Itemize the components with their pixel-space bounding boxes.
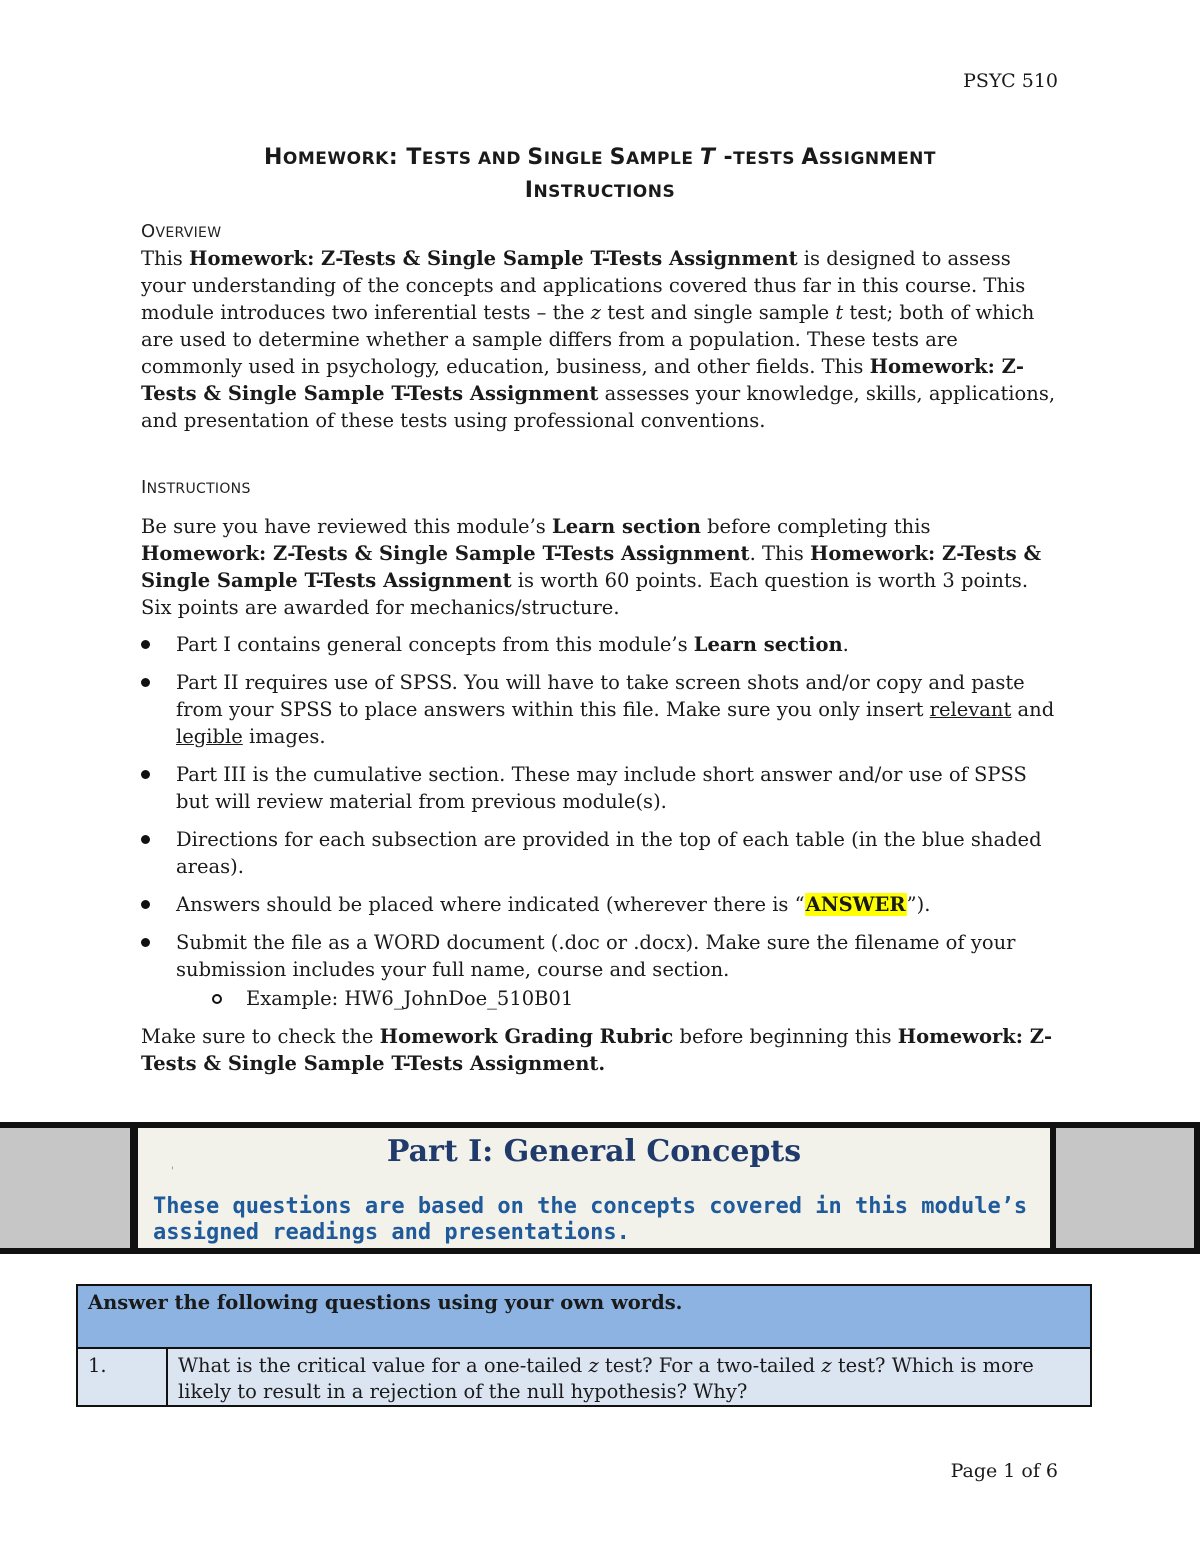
title-line-1: HOMEWORK: TESTS AND SINGLE SAMPLE T -TESTS ASSIGNMENT [263,145,937,170]
banner-left-cell [0,1128,130,1248]
instructions-bullet-list [141,631,1061,1012]
part-one-banner [0,1122,1200,1254]
bullet-item: Part I contains general concepts from this module’s Learn section. [141,631,1061,658]
banner-center-cell [138,1128,1050,1248]
page-number: Page 1 of 6 [950,1460,1058,1482]
table-row [77,1348,1091,1406]
instructions-heading: INSTRUCTIONS [141,477,251,498]
sub-bullet-icon [212,994,222,1004]
bullet-item: Answers should be placed where indicated (wherever there is “ANSWER”). [141,891,1061,918]
bullet-icon [141,678,150,687]
part-subtitle: These questions are based on the concepts covered in this module’s assigned readings and presentations. [153,1194,1028,1245]
banner-right-cell [1056,1128,1194,1248]
bullet-item: Part II requires use of SPSS. You will have to take screen shots and/or copy and paste from your SPSS to place answers within this file. Make sure you only insert relevant and legible images. [141,669,1061,750]
questions-table [76,1284,1092,1407]
bullet-icon [141,938,150,947]
bullet-item: Directions for each subsection are provided in the top of each table (in the blue shaded areas). [141,826,1061,880]
title-line-2: INSTRUCTIONS [524,178,676,203]
rubric-reminder: Make sure to check the Homework Grading Rubric before beginning this Homework: Z-Tests & Single Sample T-Tests Assignment. [141,1025,1053,1075]
bullet-icon [141,900,150,909]
banner-mark: ' [171,1166,174,1177]
overview-section [141,220,1061,434]
table-header-row [77,1285,1091,1348]
bullet-icon [141,640,150,649]
bullet-icon [141,835,150,844]
part-title: Part I: General Concepts [386,1134,802,1169]
bullet-item: Submit the file as a WORD document (.doc or .docx). Make sure the filename of your submission includes your full name, course and section. Example: HW6_JohnDoe_510B01 [141,929,1061,1012]
document-title [100,142,1100,208]
table-header-cell: Answer the following questions using your own words. [77,1285,1091,1348]
sub-bullet-example: Example: HW6_JohnDoe_510B01 [176,985,1061,1012]
instructions-paragraph: Be sure you have reviewed this module’s Learn section before completing this Homework: Z-Tests & Single Sample T-Tests Assignment. This Homework: Z-Tests & Single Sample T-Tests Assignment is worth 60 points. Each question is worth 3 points. Six points are awarded for mechanics/structure. [141,515,1042,619]
overview-heading: OVERVIEW [141,221,222,242]
instructions-section [141,476,1061,1077]
bullet-item: Part III is the cumulative section. These may include short answer and/or use of SPSS but will review material from previous module(s). [141,761,1061,815]
course-code-header: PSYC 510 [963,70,1058,92]
question-text: What is the critical value for a one-tailed z test? For a two-tailed z test? Which is more likely to result in a rejection of the null hypothesis? Why? [167,1348,1091,1406]
question-number: 1. [77,1348,167,1406]
answer-highlight: ANSWER [805,893,906,916]
overview-paragraph: This Homework: Z-Tests & Single Sample T-Tests Assignment is designed to assess your understanding of the concepts and applications covered thus far in this course. This module introduces two inferential tests – the z test and single sample t test; both of which are used to determine whether a sample differs from a population. These tests are commonly used in psychology, education, business, and other fields. This Homework: Z-Tests & Single Sample T-Tests Assignment assesses your knowledge, skills, applications, and presentation of these tests using professional conventions. [141,247,1056,432]
bullet-icon [141,770,150,779]
